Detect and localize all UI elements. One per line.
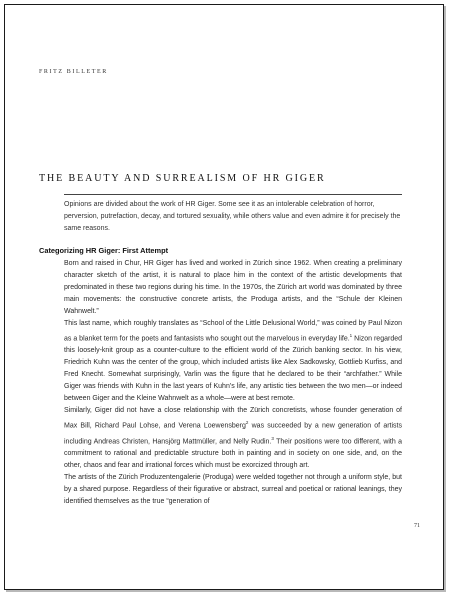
- body-paragraph: [64, 318, 402, 405]
- body-text-run: This last name, which roughly translates as “School of the Little Delusional World,” was coined by Paul Nizon as a blanket term for the poets and fantasists who sought out the marvelous in everyday life.: [64, 320, 402, 343]
- body-paragraph: The artists of the Zürich Produzentengalerie (Produga) were welded together not through a uniform style, but by a shared purpose. Regardless of their figurative or abstract, surreal and poetical or rational leanings, they identified themselves as the true “generation of: [64, 473, 402, 505]
- footnote-marker: 3: [271, 435, 274, 441]
- running-header-author: FRITZ BILLETER: [39, 69, 108, 75]
- body-paragraph: [64, 405, 402, 472]
- body-text: [64, 258, 402, 508]
- title-divider: [64, 194, 402, 195]
- page-frame: [4, 4, 444, 590]
- page-number: 71: [414, 523, 420, 529]
- body-paragraph: Born and raised in Chur, HR Giger has lived and worked in Zürich since 1962. When creating a preliminary character sketch of the artist, it is natural to place him in the context of the artistic developments that predominated in these two regions during his time. In the 1970s, the Zürich art world was dominated by three main movements: the constructive concrete artists, the Produga artists, and the “Schule der Kleinen Wahnwelt.”: [64, 260, 402, 315]
- body-text-run: Nizon regarded this loosely-knit group as a counter-culture to the efficient world of the Zürich banking sector. In his view, Friedrich Kuhn was the center of the group, which included artists like Alex Sadkowsky, Gottlieb Kurfiss, and Fred Knecht. Somewhat surprisingly, Varlin was the figure that he declared to be their “archfather.” While Giger was friends with Kuhn in the last years of Kuhn’s life, any artistic ties between the two men—or indeed between Giger and the Kleine Wahnwelt as a whole—were at best remote.: [64, 335, 403, 403]
- body-text-run: Similarly, Giger did not have a close relationship with the Zürich concretists, whose founder generation of Max Bill, Richard Paul Lohse, and Verena Loewensberg: [64, 407, 402, 430]
- section-heading: Categorizing HR Giger: First Attempt: [39, 246, 169, 255]
- body-text-run: Their positions were too different, with a commitment to rational and predictable structure both in painting and in society on one side, and, on the other, chaos and fear and irrational forces which must be exorcized through art.: [64, 437, 402, 469]
- intro-paragraph: Opinions are divided about the work of HR Giger. Some see it as an intolerable celebration of horror, perversion, putrefaction, decay, and tortured sexuality, while others value and even admire it for precisely the same reasons.: [64, 201, 401, 232]
- body-text-run: was succeeded by a new generation of artists including Andreas Christen, Hansjörg Mattmüller, and Nelly Rudin.: [64, 422, 402, 445]
- chapter-title: THE BEAUTY AND SURREALISM OF HR GIGER: [39, 173, 326, 184]
- footnote-marker: 2: [245, 420, 249, 426]
- footnote-marker: 1: [349, 333, 353, 338]
